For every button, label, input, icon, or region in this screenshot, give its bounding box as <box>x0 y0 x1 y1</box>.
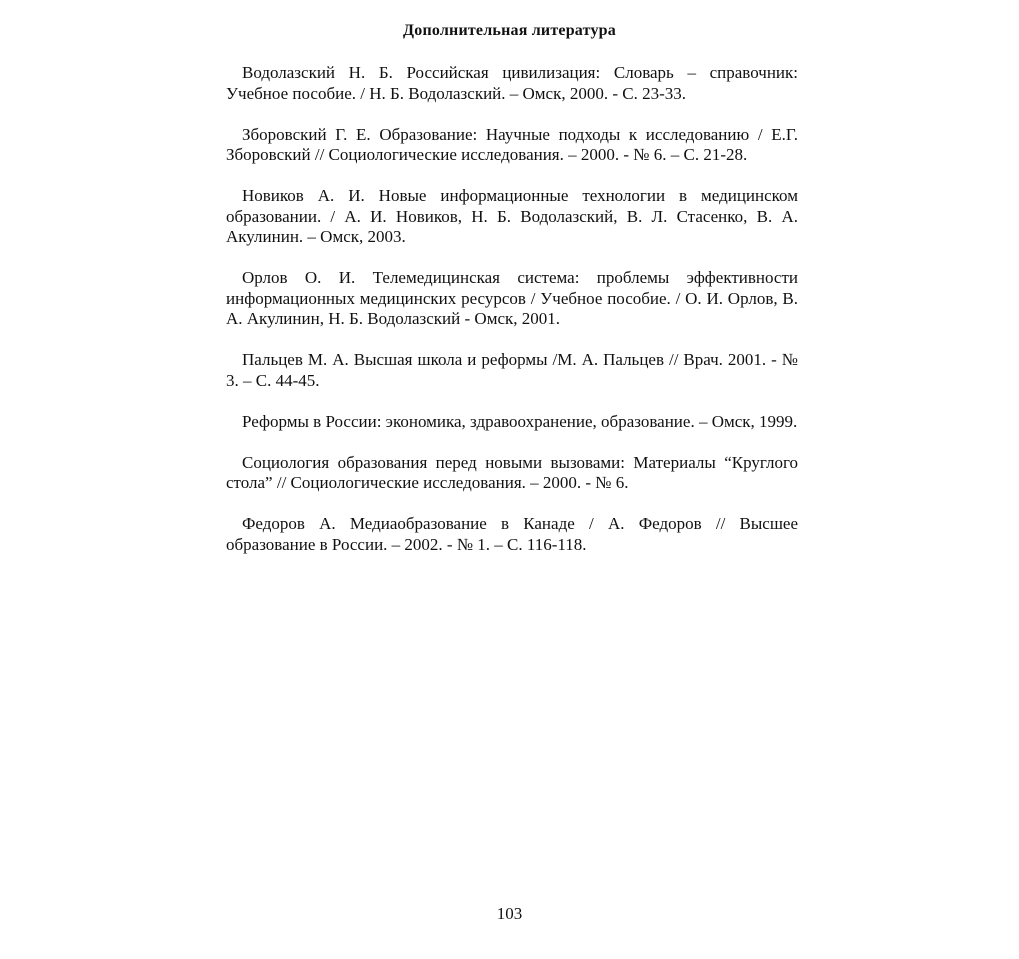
reference-item: Новиков А. И. Новые информационные технологии в медицинском образовании. / А. И. Новиков, Н. Б. Водолазский, В. Л. Стасенко, В. А. Акулинин. – Омск, 2003. <box>226 186 798 246</box>
reference-item: Пальцев М. А. Высшая школа и реформы /М. А. Пальцев // Врач. 2001. - № 3. – С. 44-45. <box>226 350 798 390</box>
reference-item: Федоров А. Медиаобразование в Канаде / А. Федоров // Высшее образование в России. – 2002. - № 1. – С. 116-118. <box>226 514 798 554</box>
reference-item: Реформы в России: экономика, здравоохранение, образование. – Омск, 1999. <box>242 411 798 431</box>
reference-item: Зборовский Г. Е. Образование: Научные подходы к исследованию / Е.Г. Зборовский // Социологические исследования. – 2000. - № 6. – С. 21-28. <box>226 124 798 164</box>
section-title: Дополнительная литература <box>403 22 616 39</box>
reference-item: Орлов О. И. Телемедицинская система: проблемы эффективности информационных медицинских ресурсов / Учебное пособие. / О. И. Орлов, В. А. Акулинин, Н. Б. Водолазский - Омск, 2001. <box>226 268 798 328</box>
page-number: 103 <box>496 904 523 923</box>
reference-list <box>226 63 798 576</box>
reference-item: Социология образования перед новыми вызовами: Материалы “Круглого стола” // Социологические исследования. – 2000. - № 6. <box>226 452 798 492</box>
reference-item: Водолазский Н. Б. Российская цивилизация: Словарь – справочник: Учебное пособие. / Н. Б. Водолазский. – Омск, 2000. - С. 23-33. <box>226 63 798 103</box>
